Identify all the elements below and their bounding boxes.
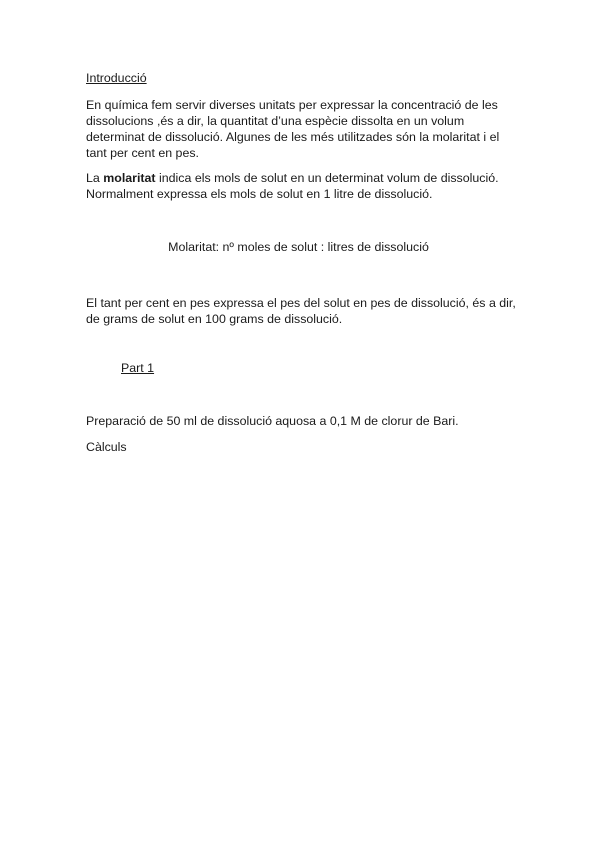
paragraph-molaritat-prefix: La	[86, 171, 104, 185]
paragraph-molaritat	[86, 170, 516, 202]
heading-introduccio: Introducció	[86, 71, 147, 85]
paragraph-tant-per-cent: El tant per cent en pes expressa el pes del solut en pes de dissolució, és a dir, de grams de solut en 100 grams de dissolució.	[86, 296, 516, 326]
formula-molaritat: Molaritat: nº moles de solut : litres de dissolució	[168, 240, 429, 254]
paragraph-intro: En química fem servir diverses unitats per expressar la concentració de les dissolucions ,és a dir, la quantitat d’una espècie dissolta en un volum determinat de dissolució. Algunes de les més utilitzades són la molaritat i el tant per cent en pes.	[86, 98, 500, 160]
heading-calculs: Càlculs	[86, 440, 127, 454]
term-molaritat: molaritat	[103, 171, 156, 185]
paragraph-molaritat-rest: indica els mols de solut en un determinat volum de dissolució. Normalment expressa els mols de solut en 1 litre de dissolució.	[86, 171, 499, 201]
heading-part-1: Part 1	[121, 361, 155, 375]
paragraph-preparacio: Preparació de 50 ml de dissolució aquosa a 0,1 M de clorur de Bari.	[86, 414, 459, 428]
